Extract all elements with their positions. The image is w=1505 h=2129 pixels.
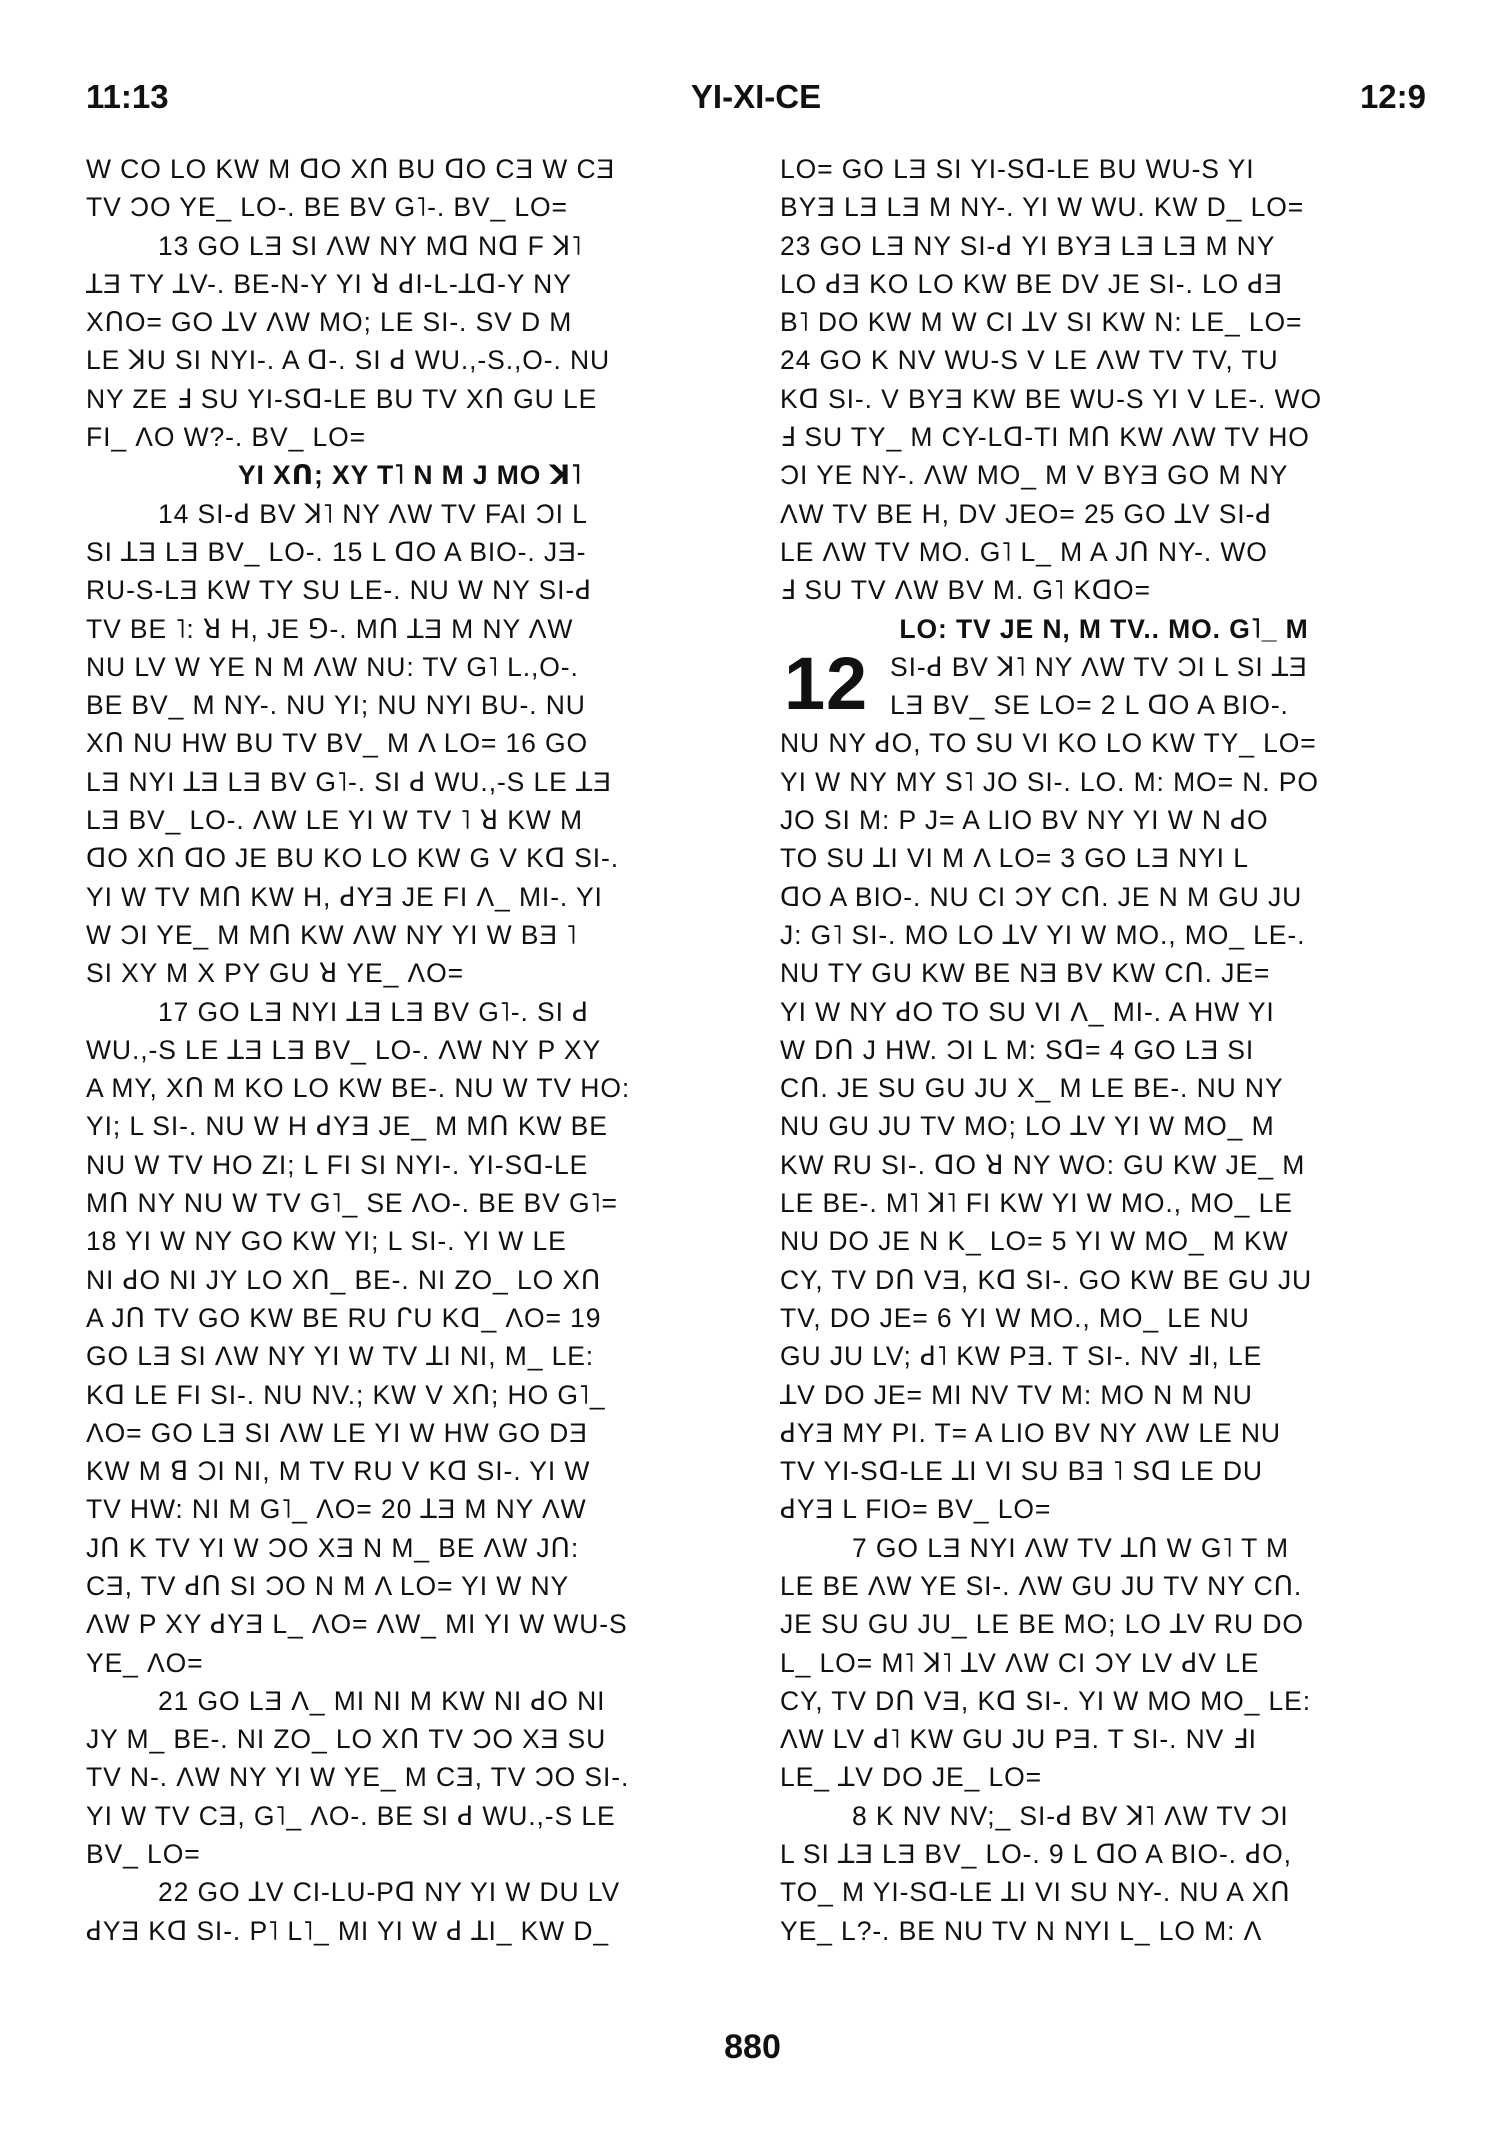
verse-line: ƆI YE NY-. ΛW MO_ M V BYƎ GO M NY: [780, 460, 1289, 491]
verse-line: Kꓷ LE FI SI-. NU NV.; KW V Xꓵ; HO G˥_: [86, 1379, 606, 1410]
verse-line: NU NY ꓒO, TO SU VI KO LO KW TY_ LO=: [780, 728, 1317, 759]
verse-line: L SI ꓕƎ LƎ BV_ LO-. 9 L ꓷO A BIO-. ꓒO,: [780, 1839, 1292, 1870]
verse-line: ΛW LV ꓒ˥ KW GU JU PƎ. T SI-. NV ꓞI: [780, 1724, 1257, 1755]
verse-line: GO LƎ SI ΛW NY YI W TV ꓕI NI, M_ LE:: [86, 1341, 595, 1372]
verse-line: ꓒYƎ L FIO= BV_ LO=: [780, 1494, 1052, 1525]
section-heading: LO: TV JE N, M TV.. MO. G˥_ M: [899, 613, 1309, 644]
verse-line: ꓒYƎ Kꓷ SI-. P˥ L˥_ MI YI W ꓒ ꓕI_ KW D_: [86, 1915, 610, 1946]
section-heading: YI Xꓵ; XY T˥ N M J MO ꓘ˥: [237, 460, 583, 491]
verse-line: W ƆI YE_ M Mꓵ KW ΛW NY YI W BƎ ˥: [86, 919, 578, 950]
verse-line: SI-ꓒ BV ꓘ˥ NY ΛW TV ƆI L SI ꓕƎ: [890, 651, 1308, 682]
verse-line: LO= GO LƎ SI YI-Sꓷ-LE BU WU-S YI: [780, 154, 1255, 184]
verse-line: JO SI M: P J= A LIO BV NY YI W N ꓒO: [780, 805, 1269, 836]
verse-line: NU GU JU TV MO; LO ꓕV YI W MO_ M: [780, 1111, 1275, 1142]
page-number: 880: [724, 2028, 781, 2066]
verse-line: Kꓷ SI-. V BYƎ KW BE WU-S YI V LE-. WO: [780, 383, 1323, 414]
verse-line: GU JU LV; ꓒ˥ KW PƎ. T SI-. NV ꓞI, LE: [780, 1341, 1263, 1372]
verse-line: 18 YI W NY GO KW YI; L SI-. YI W LE: [86, 1226, 567, 1257]
verse-line: W Dꓵ J HW. ƆI L M: Sꓷ= 4 GO LƎ SI: [780, 1034, 1255, 1065]
verse-line: 24 GO K NV WU-S V LE ΛW TV TV, TU: [780, 345, 1279, 376]
verse-line: CƎ, TV ꓒꓵ SI ƆO N M Λ LO= YI W NY: [86, 1570, 570, 1601]
verse-line: YI W TV CƎ, G˥_ ΛO-. BE SI ꓒ WU.,-S LE: [86, 1800, 616, 1831]
verse-line: ꓕƎ TY ꓕV-. BE-N-Y YI ꓤ ꓒI-L-ꓕꓷ-Y NY: [86, 268, 572, 299]
verse-line: LƎ BV_ LO-. ΛW LE YI W TV ˥ ꓤ KW M: [86, 805, 584, 836]
verse-line: LƎ NYI ꓕƎ LƎ BV G˥-. SI ꓒ WU.,-S LE ꓕƎ: [86, 766, 612, 797]
verse-line: WU.,-S LE ꓕƎ LƎ BV_ LO-. ΛW NY P XY: [86, 1034, 602, 1065]
header-left-reference: 11:13: [86, 78, 169, 115]
verse-line: CY, TV Dꓵ VƎ, Kꓷ SI-. YI W MO MO_ LE:: [780, 1685, 1312, 1716]
verse-line: YE_ ΛO=: [86, 1647, 204, 1678]
verse-line: TV N-. ΛW NY YI W YE_ M CƎ, TV ƆO SI-.: [86, 1762, 630, 1793]
verse-line: A MY, Xꓵ M KO LO KW BE-. NU W TV HO:: [86, 1073, 631, 1104]
verse-line: TV YI-Sꓷ-LE ꓕI VI SU BƎ ˥ Sꓷ LE DU: [780, 1456, 1263, 1487]
verse-line: TV HW: NI M G˥_ ΛO= 20 ꓕƎ M NY ΛW: [86, 1494, 587, 1525]
verse-line: ꓒYƎ MY PI. T= A LIO BV NY ΛW LE NU: [780, 1417, 1281, 1448]
verse-line: ꓞ SU TY_ M CY-Lꓷ-TI Mꓵ KW ΛW TV HO: [780, 422, 1310, 453]
verse-line: TV BE ˥: ꓤ H, JE ꓨ-. Mꓵ ꓕƎ M NY ΛW: [86, 613, 574, 644]
verse-line: Xꓵ NU HW BU TV BV_ M Λ LO= 16 GO: [86, 728, 589, 759]
verse-line: YI W NY MY S˥ JO SI-. LO. M: MO= N. PO: [780, 766, 1319, 797]
verse-line: LE BE ΛW YE SI-. ΛW GU JU TV NY Cꓵ.: [780, 1570, 1303, 1601]
verse-line: ΛO= GO LƎ SI ΛW LE YI W HW GO DƎ: [86, 1417, 588, 1448]
verse-line: 13 GO LƎ SI ΛW NY Mꓷ Nꓷ F ꓘ˥: [158, 230, 583, 261]
verse-line: YI; L SI-. NU W H ꓒYƎ JE_ M Mꓵ KW BE: [86, 1111, 608, 1142]
verse-line: LE ꓘU SI NYI-. A ꓷ-. SI ꓒ WU.,-S.,O-. NU: [86, 345, 611, 376]
verse-line: W CO LO KW M ꓷO Xꓵ BU ꓷO CƎ W CƎ: [86, 154, 616, 184]
verse-line: J: G˥ SI-. MO LO ꓕV YI W MO., MO_ LE-.: [780, 919, 1306, 950]
verse-line: 8 K NV NV;_ SI-ꓒ BV ꓘ˥ ΛW TV ƆI: [852, 1800, 1289, 1831]
verse-line: YI W NY ꓒO TO SU VI Λ_ MI-. A HW YI: [780, 996, 1275, 1027]
verse-line: 14 SI-ꓒ BV ꓘ˥ NY ΛW TV FAI ƆI L: [158, 498, 588, 529]
verse-line: TO_ M YI-Sꓷ-LE ꓕI VI SU NY-. NU A Xꓵ: [780, 1877, 1291, 1908]
verse-line: ꓕV DO JE= MI NV TV M: MO N M NU: [780, 1379, 1253, 1410]
verse-line: NY ZE ꓞ SU YI-Sꓷ-LE BU TV Xꓵ GU LE: [86, 383, 598, 414]
chapter-start: [780, 641, 1428, 725]
verse-line: BYƎ LƎ LƎ M NY-. YI W WU. KW D_ LO=: [780, 192, 1305, 223]
verse-line: ꓞ SU TV ΛW BV M. G˥ KꓷO=: [780, 575, 1151, 606]
header-right-reference: 12:9: [1359, 78, 1426, 115]
verse-line: ꓷO Xꓵ ꓷO JE BU KO LO KW G V Kꓷ SI-.: [86, 843, 620, 874]
verse-line: Mꓵ NY NU W TV G˥_ SE ΛO-. BE BV G˥=: [86, 1188, 618, 1219]
verse-line: XꓵO= GO ꓕV ΛW MO; LE SI-. SV D M: [86, 307, 573, 338]
verse-line: 7 GO LƎ NYI ΛW TV ꓕꓵ W G˥ T M: [852, 1532, 1290, 1563]
verse-line: TO SU ꓕI VI M Λ LO= 3 GO LƎ NYI L: [780, 843, 1249, 874]
verse-line: LO ꓒƎ KO LO KW BE DV JE SI-. LO ꓒƎ: [780, 268, 1283, 299]
verse-line: LE ΛW TV MO. G˥ L_ M A Jꓵ NY-. WO: [780, 536, 1268, 567]
verse-line: YE_ L?-. BE NU TV N NYI L_ LO M: Λ: [780, 1915, 1263, 1946]
verse-line: 23 GO LƎ NY SI-ꓒ YI BYƎ LƎ LƎ M NY: [780, 230, 1276, 261]
verse-line: YI W TV Mꓵ KW H, ꓒYƎ JE FI Λ_ MI-. YI: [86, 881, 603, 912]
verse-line: LE BE-. M˥ ꓘ˥ FI KW YI W MO., MO_ LE: [780, 1188, 1293, 1219]
verse-line: 21 GO LƎ Λ_ MI NI M KW NI ꓒO NI: [158, 1685, 606, 1716]
verse-line: JY M_ BE-. NI ZO_ LO Xꓵ TV ƆO XƎ SU: [86, 1724, 607, 1755]
verse-line: Jꓵ K TV YI W ƆO XƎ N M_ BE ΛW Jꓵ:: [86, 1532, 580, 1563]
chapter-number: 12: [784, 641, 869, 725]
left-text-column: [86, 150, 734, 2000]
verse-line: FI_ ΛO W?-. BV_ LO=: [86, 422, 367, 453]
header-book-title: YI-XI-CE: [690, 78, 822, 115]
verse-line: LƎ BV_ SE LO= 2 L ꓷO A BIO-.: [890, 690, 1289, 721]
verse-line: 17 GO LƎ NYI ꓕƎ LƎ BV G˥-. SI ꓒ: [158, 996, 590, 1027]
verse-line: 22 GO ꓕV CI-LU-Pꓷ NY YI W DU LV: [158, 1877, 621, 1908]
verse-line: CY, TV Dꓵ VƎ, Kꓷ SI-. GO KW BE GU JU: [780, 1264, 1313, 1295]
verse-line: SI ꓕƎ LƎ BV_ LO-. 15 L ꓷO A BIO-. JƎ-: [86, 536, 587, 567]
verse-line: ΛW TV BE H, DV JEO= 25 GO ꓕV SI-ꓒ: [780, 498, 1273, 529]
page-header: [86, 78, 1426, 122]
verse-line: LE_ ꓕV DO JE_ LO=: [780, 1762, 1043, 1793]
verse-line: ꓷO A BIO-. NU CI ƆY Cꓵ. JE N M GU JU: [780, 881, 1303, 912]
verse-line: NU LV W YE N M ΛW NU: TV G˥ L.,O-.: [86, 651, 579, 682]
verse-line: NU TY GU KW BE NƎ BV KW Cꓵ. JE=: [780, 958, 1271, 989]
verse-line: TV, DO JE= 6 YI W MO., MO_ LE NU: [780, 1302, 1250, 1333]
verse-line: JE SU GU JU_ LE BE MO; LO ꓕV RU DO: [780, 1609, 1304, 1640]
verse-line: B˥ DO KW M W CI ꓕV SI KW N: LE_ LO=: [780, 307, 1303, 338]
verse-line: Cꓵ. JE SU GU JU X_ M LE BE-. NU NY: [780, 1073, 1284, 1104]
verse-line: A Jꓵ TV GO KW BE RU ᒋU Kꓷ_ ΛO= 19: [86, 1302, 602, 1333]
verse-line: RU-S-LƎ KW TY SU LE-. NU W NY SI-ꓒ: [86, 575, 592, 606]
verse-line: NU W TV HO ZI; L FI SI NYI-. YI-Sꓷ-LE: [86, 1149, 589, 1180]
verse-line: L_ LO= M˥ ꓘ˥ ꓕV ΛW CI ƆY LV ꓒV LE: [780, 1647, 1260, 1678]
verse-line: SI XY M X PY GU ꓤ YE_ ΛO=: [86, 958, 464, 989]
verse-line: TV ƆO YE_ LO-. BE BV G˥-. BV_ LO=: [86, 192, 568, 223]
verse-line: NI ꓒO NI JY LO Xꓵ_ BE-. NI ZO_ LO Xꓵ: [86, 1264, 602, 1295]
verse-line: NU DO JE N K_ LO= 5 YI W MO_ M KW: [780, 1226, 1289, 1257]
verse-line: BE BV_ M NY-. NU YI; NU NYI BU-. NU: [86, 690, 586, 721]
verse-line: KW M ꓭ ƆI NI, M TV RU V Kꓷ SI-. YI W: [86, 1456, 591, 1487]
right-text-column: [780, 150, 1428, 2000]
verse-line: ΛW P XY ꓒYƎ L_ ΛO= ΛW_ MI YI W WU-S: [86, 1609, 628, 1640]
verse-line: BV_ LO=: [86, 1839, 201, 1870]
verse-line: KW RU SI-. ꓷO ꓤ NY WO: GU KW JE_ M: [780, 1149, 1306, 1180]
